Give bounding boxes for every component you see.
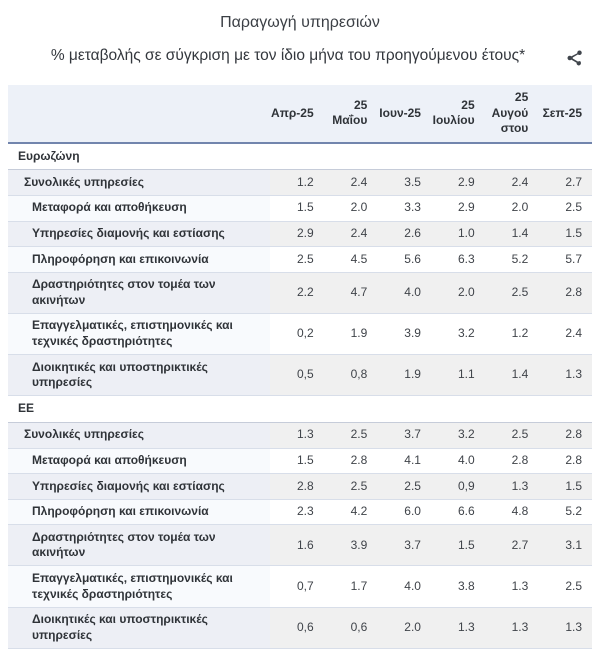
value-cell: 1.3 (485, 474, 539, 500)
table-row (8, 272, 592, 313)
column-header: Απρ-25 (270, 85, 324, 143)
value-cell: 5.6 (377, 247, 431, 273)
value-cell: 1.3 (431, 607, 485, 648)
value-cell: 1.4 (485, 355, 539, 396)
table-row (8, 566, 592, 607)
value-cell: 2.8 (538, 448, 592, 474)
value-cell: 1.3 (538, 607, 592, 648)
value-cell: 1.3 (538, 355, 592, 396)
value-cell: 2.0 (324, 195, 378, 221)
section-header-label: Ευρωζώνη (8, 143, 592, 170)
value-cell: 4.0 (431, 448, 485, 474)
value-cell: 4.0 (377, 272, 431, 313)
value-cell: 3.9 (377, 313, 431, 354)
value-cell: 2.8 (324, 448, 378, 474)
value-cell: 2.7 (485, 525, 539, 566)
value-cell: 0,8 (324, 355, 378, 396)
table-row (8, 499, 592, 525)
value-cell: 5.7 (538, 247, 592, 273)
row-label: Επαγγελματικές, επιστημονικές και τεχνικές δραστηριότητες (8, 313, 270, 354)
value-cell: 1.9 (324, 313, 378, 354)
value-cell: 1.3 (270, 422, 324, 448)
value-cell: 4.5 (324, 247, 378, 273)
row-label: Διοικητικές και υποστηρικτικές υπηρεσίες (8, 355, 270, 396)
value-cell: 6.3 (431, 247, 485, 273)
value-cell: 1.3 (485, 607, 539, 648)
column-header: 25 Ιουλίου (431, 85, 485, 143)
value-cell: 3.1 (538, 525, 592, 566)
value-cell: 3.9 (324, 525, 378, 566)
value-cell: 2.8 (538, 272, 592, 313)
table-row (8, 247, 592, 273)
table-row (8, 313, 592, 354)
value-cell: 0,9 (431, 474, 485, 500)
section-header-row (8, 143, 592, 170)
value-cell: 0,6 (324, 607, 378, 648)
value-cell: 2.5 (538, 566, 592, 607)
value-cell: 2.7 (538, 170, 592, 196)
row-label: Δραστηριότητες στον τομέα των ακινήτων (8, 272, 270, 313)
value-cell: 2.8 (485, 448, 539, 474)
column-header: Σεπ-25 (538, 85, 592, 143)
column-header: 25 Αυγούστου (485, 85, 539, 143)
value-cell: 2.8 (538, 422, 592, 448)
value-cell: 3.8 (431, 566, 485, 607)
value-cell: 6.6 (431, 499, 485, 525)
value-cell: 2.5 (485, 422, 539, 448)
value-cell: 1.2 (270, 170, 324, 196)
value-cell: 3.7 (377, 525, 431, 566)
value-cell: 0,7 (270, 566, 324, 607)
row-label-column-header (8, 85, 270, 143)
row-label: Πληροφόρηση και επικοινωνία (8, 499, 270, 525)
value-cell: 2.5 (324, 422, 378, 448)
value-cell: 2.9 (270, 221, 324, 247)
value-cell: 2.4 (538, 313, 592, 354)
services-table (8, 85, 592, 649)
table-row (8, 355, 592, 396)
subtitle-row (8, 47, 592, 69)
table-row (8, 607, 592, 648)
value-cell: 1.5 (270, 195, 324, 221)
value-cell: 3.3 (377, 195, 431, 221)
value-cell: 2.6 (377, 221, 431, 247)
page-subtitle: % μεταβολής σε σύγκριση με τον ίδιο μήνα του προηγούμενου έτους* (50, 47, 526, 64)
value-cell: 1.5 (431, 525, 485, 566)
row-label: Συνολικές υπηρεσίες (8, 422, 270, 448)
table-row (8, 422, 592, 448)
value-cell: 4.2 (324, 499, 378, 525)
value-cell: 2.5 (270, 247, 324, 273)
value-cell: 2.5 (538, 195, 592, 221)
table-row (8, 448, 592, 474)
value-cell: 4.0 (377, 566, 431, 607)
value-cell: 4.7 (324, 272, 378, 313)
value-cell: 1.6 (270, 525, 324, 566)
value-cell: 2.4 (485, 170, 539, 196)
value-cell: 4.8 (485, 499, 539, 525)
value-cell: 6.0 (377, 499, 431, 525)
value-cell: 2.0 (485, 195, 539, 221)
page-title: Παραγωγή υπηρεσιών (220, 14, 380, 31)
table-row (8, 525, 592, 566)
share-icon[interactable] (566, 49, 584, 67)
value-cell: 2.4 (324, 221, 378, 247)
value-cell: 1.5 (538, 221, 592, 247)
value-cell: 5.2 (538, 499, 592, 525)
table-header (8, 85, 592, 143)
value-cell: 4.1 (377, 448, 431, 474)
value-cell: 2.9 (431, 170, 485, 196)
row-label: Υπηρεσίες διαμονής και εστίασης (8, 221, 270, 247)
section-header-row (8, 396, 592, 423)
column-header: 25 Μαΐου (324, 85, 378, 143)
table-row (8, 474, 592, 500)
value-cell: 5.2 (485, 247, 539, 273)
row-label: Υπηρεσίες διαμονής και εστίασης (8, 474, 270, 500)
table-header-row (8, 85, 592, 143)
value-cell: 1.0 (431, 221, 485, 247)
value-cell: 1.7 (324, 566, 378, 607)
value-cell: 2.4 (324, 170, 378, 196)
value-cell: 3.5 (377, 170, 431, 196)
table-body (8, 143, 592, 649)
value-cell: 3.2 (431, 313, 485, 354)
row-label: Δραστηριότητες στον τομέα των ακινήτων (8, 525, 270, 566)
value-cell: 2.0 (431, 272, 485, 313)
value-cell: 2.3 (270, 499, 324, 525)
value-cell: 2.5 (377, 474, 431, 500)
value-cell: 1.4 (485, 221, 539, 247)
value-cell: 1.1 (431, 355, 485, 396)
value-cell: 3.7 (377, 422, 431, 448)
row-label: Επαγγελματικές, επιστημονικές και τεχνικές δραστηριότητες (8, 566, 270, 607)
value-cell: 1.3 (485, 566, 539, 607)
row-label: Μεταφορά και αποθήκευση (8, 195, 270, 221)
value-cell: 3.2 (431, 422, 485, 448)
table-row (8, 195, 592, 221)
value-cell: 2.2 (270, 272, 324, 313)
section-header-label: ΕΕ (8, 396, 592, 423)
table-row (8, 221, 592, 247)
value-cell: 0,5 (270, 355, 324, 396)
value-cell: 2.8 (270, 474, 324, 500)
value-cell: 2.9 (431, 195, 485, 221)
value-cell: 1.9 (377, 355, 431, 396)
value-cell: 2.5 (324, 474, 378, 500)
value-cell: 1.2 (485, 313, 539, 354)
column-header: Ιουν-25 (377, 85, 431, 143)
row-label: Μεταφορά και αποθήκευση (8, 448, 270, 474)
row-label: Πληροφόρηση και επικοινωνία (8, 247, 270, 273)
row-label: Συνολικές υπηρεσίες (8, 170, 270, 196)
value-cell: 1.5 (270, 448, 324, 474)
value-cell: 0,6 (270, 607, 324, 648)
table-row (8, 170, 592, 196)
value-cell: 1.5 (538, 474, 592, 500)
value-cell: 0,2 (270, 313, 324, 354)
value-cell: 2.5 (485, 272, 539, 313)
row-label: Διοικητικές και υποστηρικτικές υπηρεσίες (8, 607, 270, 648)
value-cell: 2.0 (377, 607, 431, 648)
